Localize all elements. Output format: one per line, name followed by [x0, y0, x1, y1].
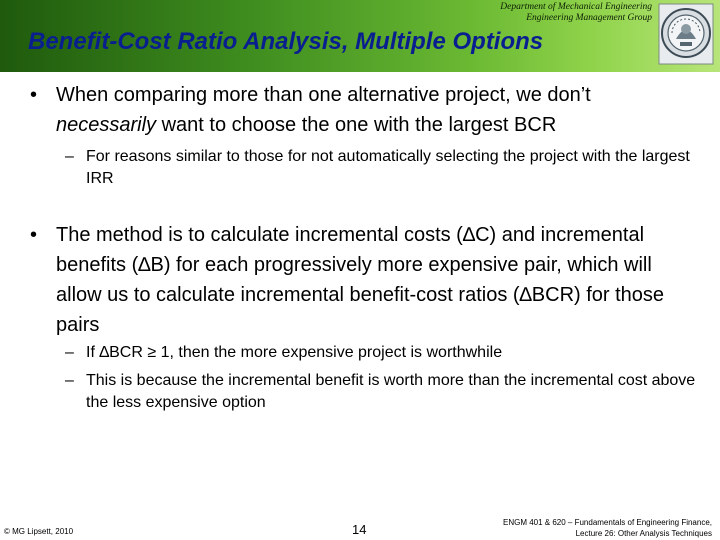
sub-bullet-text: For reasons similar to those for not automatically selecting the project with the largest IRR [86, 148, 690, 187]
copyright-footer: © MG Lipsett, 2010 [4, 527, 74, 536]
bullet-incremental-method [30, 220, 690, 340]
university-seal-icon [658, 3, 714, 65]
course-footer: ENGM 401 & 620 – Fundamentals of Engineering Finance, Lecture 26: Other Analysis Techniques [502, 518, 712, 538]
sub-bullet-explanation [65, 370, 705, 414]
department-label: Department of Mechanical Engineering Engineering Management Group [500, 2, 652, 23]
bullet-marker: • [30, 224, 38, 246]
bullet-text: The method is to calculate incremental costs (∆C) and incremental benefits (∆B) for each progressively more expensive pair, which will allow us to calculate incremental benefit-cost ratios (∆BCR) for those pairs [56, 224, 665, 336]
page-number: 14 [352, 522, 367, 537]
dash-marker: – [65, 372, 74, 389]
sub-bullet-irr-reasons [65, 146, 705, 190]
slide-header [0, 0, 720, 72]
sub-bullet-text: This is because the incremental benefit is worth more than the incremental cost above the less expensive option [86, 372, 696, 411]
slide-title: Benefit-Cost Ratio Analysis, Multiple Options [28, 28, 544, 55]
dash-marker: – [65, 344, 74, 361]
bullet-marker: • [30, 84, 38, 106]
dash-marker: – [65, 148, 74, 165]
sub-bullet-bcr-rule [65, 342, 705, 364]
sub-bullet-text: If ∆BCR ≥ 1, then the more expensive project is worthwhile [86, 344, 503, 361]
bullet-compare-alternatives [30, 80, 690, 140]
bullet-text: When comparing more than one alternative project, we don’t necessarily want to choose the one with the largest BCR [56, 84, 591, 136]
emphasis-text: necessarily [56, 114, 157, 136]
